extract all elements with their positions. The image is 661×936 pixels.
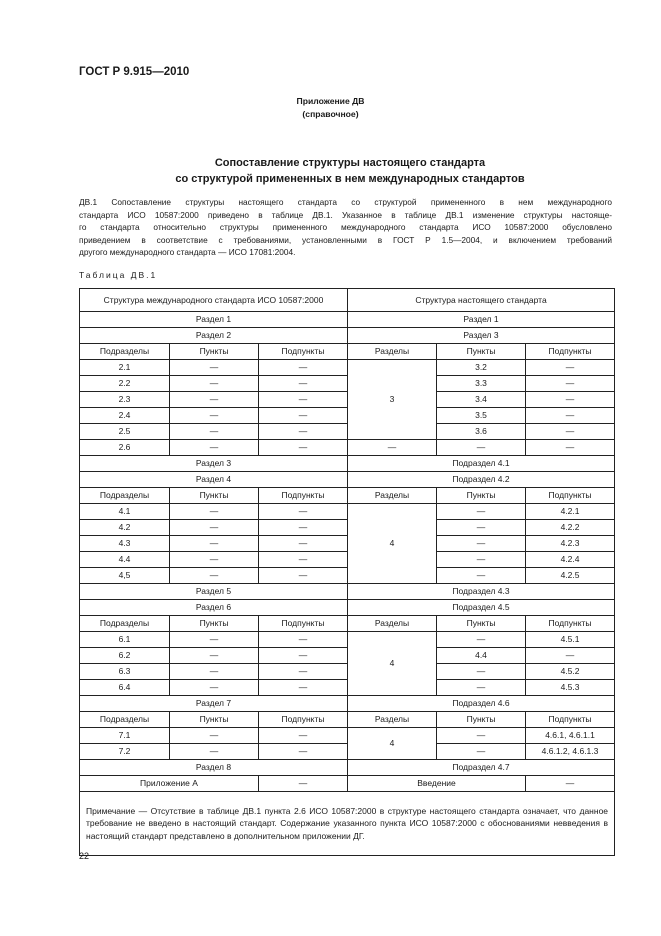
intro-line: ДВ.1 Сопоставление структуры настоящего стандарта со структурой примененного в нем международного — [79, 197, 612, 207]
cell: — — [259, 536, 348, 552]
cell: — — [526, 776, 615, 792]
section-right: Подраздел 4.1 — [348, 456, 615, 472]
intro-paragraph — [79, 196, 612, 259]
cell: — — [170, 376, 259, 392]
cell: 6.1 — [80, 632, 170, 648]
column-header-row — [80, 712, 615, 728]
cell: — — [170, 664, 259, 680]
col-header: Подпункты — [526, 712, 615, 728]
intro-line: стандарта ИСО 10587:2000 приведено в таблице ДВ.1. Указанное в таблице ДВ.1 изменение структуры настояще- — [79, 209, 612, 220]
header-right: Структура настоящего стандарта — [348, 289, 615, 312]
cell: — — [259, 504, 348, 520]
table-row — [80, 440, 615, 456]
cell: — — [526, 648, 615, 664]
column-header-row — [80, 344, 615, 360]
cell: 4.2.1 — [526, 504, 615, 520]
cell: 2.5 — [80, 424, 170, 440]
cell: 4.3 — [80, 536, 170, 552]
intro-line: го стандарта относительно структуры примененного международного стандарта ИСО 10587:2000 обусловлено — [79, 222, 612, 232]
cell: 3.3 — [437, 376, 526, 392]
annex-left: Приложение А — [80, 776, 259, 792]
cell: — — [437, 680, 526, 696]
heading-line1: Сопоставление структуры настоящего стандарта — [214, 157, 486, 169]
col-header: Подпункты — [259, 712, 348, 728]
table-row — [80, 392, 615, 408]
cell: — — [170, 728, 259, 744]
document-header: ГОСТ Р 9.915—2010 — [79, 66, 190, 78]
col-header: Подпункты — [259, 616, 348, 632]
cell: — — [437, 504, 526, 520]
cell: — — [437, 664, 526, 680]
cell: — — [170, 744, 259, 760]
page-number: 22 — [79, 851, 90, 861]
cell: — — [437, 568, 526, 584]
col-header: Подразделы — [80, 712, 170, 728]
col-header: Подпункты — [526, 616, 615, 632]
structure-comparison-table — [79, 288, 615, 856]
cell: — — [437, 520, 526, 536]
cell: 2.6 — [80, 440, 170, 456]
cell: 2.4 — [80, 408, 170, 424]
cell: 2.2 — [80, 376, 170, 392]
cell: — — [526, 392, 615, 408]
annex-right: Введение — [348, 776, 526, 792]
cell: 7.2 — [80, 744, 170, 760]
cell: — — [437, 552, 526, 568]
table-row — [80, 312, 615, 328]
merged-section-cell: 3 — [348, 360, 437, 440]
cell: — — [259, 392, 348, 408]
cell: — — [170, 360, 259, 376]
intro-line: другого международного стандарта — ИСО 17081:2004. — [79, 247, 296, 257]
table-row — [80, 664, 615, 680]
cell: 4.6.1.2, 4.6.1.3 — [526, 744, 615, 760]
table-row — [80, 536, 615, 552]
section-left: Раздел 1 — [80, 312, 348, 328]
cell: — — [170, 408, 259, 424]
cell: — — [170, 632, 259, 648]
col-header: Подразделы — [80, 344, 170, 360]
section-right: Подраздел 4.6 — [348, 696, 615, 712]
cell: 3.4 — [437, 392, 526, 408]
col-header: Разделы — [348, 488, 437, 504]
col-header: Разделы — [348, 616, 437, 632]
appendix-title: Приложение ДВ — [296, 96, 365, 106]
col-header: Пункты — [437, 712, 526, 728]
cell: — — [526, 440, 615, 456]
cell: 4.5.3 — [526, 680, 615, 696]
table-row — [80, 360, 615, 376]
cell: — — [259, 632, 348, 648]
cell: 6.4 — [80, 680, 170, 696]
col-header: Подразделы — [80, 616, 170, 632]
cell: — — [170, 424, 259, 440]
heading-line2: со структурой примененных в нем международных стандартов — [175, 173, 525, 185]
col-header: Подпункты — [526, 488, 615, 504]
section-left: Раздел 7 — [80, 696, 348, 712]
col-header: Пункты — [170, 712, 259, 728]
table-row — [80, 648, 615, 664]
cell: — — [259, 648, 348, 664]
merged-section-cell: 4 — [348, 728, 437, 760]
cell: 3.2 — [437, 360, 526, 376]
col-header: Пункты — [437, 488, 526, 504]
table-row — [80, 744, 615, 760]
cell: — — [526, 376, 615, 392]
col-header: Подпункты — [259, 488, 348, 504]
cell: — — [170, 536, 259, 552]
section-left: Раздел 2 — [80, 328, 348, 344]
cell: — — [259, 568, 348, 584]
cell: — — [259, 744, 348, 760]
cell: — — [259, 552, 348, 568]
cell: — — [259, 728, 348, 744]
table-row — [80, 376, 615, 392]
cell: — — [259, 776, 348, 792]
cell: — — [170, 648, 259, 664]
table-row — [80, 584, 615, 600]
cell: 3.6 — [437, 424, 526, 440]
col-header: Пункты — [170, 616, 259, 632]
cell: 4.4 — [437, 648, 526, 664]
cell: — — [526, 360, 615, 376]
section-right: Раздел 1 — [348, 312, 615, 328]
cell: 4.2.5 — [526, 568, 615, 584]
section-left: Раздел 5 — [80, 584, 348, 600]
cell: 4.4 — [80, 552, 170, 568]
table-caption: Таблица ДВ.1 — [79, 270, 158, 280]
cell: 4.2.2 — [526, 520, 615, 536]
table-row — [80, 760, 615, 776]
col-header: Пункты — [170, 488, 259, 504]
table-row — [80, 328, 615, 344]
cell: — — [348, 440, 437, 456]
cell: — — [259, 520, 348, 536]
merged-section-cell: 4 — [348, 632, 437, 696]
table-row — [80, 600, 615, 616]
cell: — — [170, 392, 259, 408]
cell: — — [259, 680, 348, 696]
section-right: Подраздел 4.3 — [348, 584, 615, 600]
cell: 6.3 — [80, 664, 170, 680]
cell: — — [170, 568, 259, 584]
cell: 2.3 — [80, 392, 170, 408]
cell: — — [259, 664, 348, 680]
table-row — [80, 680, 615, 696]
cell: — — [259, 408, 348, 424]
section-left: Раздел 3 — [80, 456, 348, 472]
col-header: Подпункты — [259, 344, 348, 360]
cell: — — [170, 504, 259, 520]
table-row — [80, 728, 615, 744]
cell: — — [259, 376, 348, 392]
table-row — [80, 776, 615, 792]
col-header: Пункты — [170, 344, 259, 360]
table-header-row — [80, 289, 615, 312]
section-right: Подраздел 4.5 — [348, 600, 615, 616]
cell: 4.6.1, 4.6.1.1 — [526, 728, 615, 744]
cell: — — [437, 440, 526, 456]
col-header: Пункты — [437, 616, 526, 632]
column-header-row — [80, 488, 615, 504]
section-right: Раздел 3 — [348, 328, 615, 344]
col-header: Подпункты — [526, 344, 615, 360]
cell: — — [526, 408, 615, 424]
cell: — — [437, 536, 526, 552]
cell: — — [170, 680, 259, 696]
section-right: Подраздел 4.2 — [348, 472, 615, 488]
appendix-subtitle: (справочное) — [302, 109, 359, 119]
table-row — [80, 424, 615, 440]
cell: 4.5.2 — [526, 664, 615, 680]
cell: 4.2.3 — [526, 536, 615, 552]
cell: — — [170, 552, 259, 568]
note-row — [80, 792, 615, 856]
cell: 3.5 — [437, 408, 526, 424]
column-header-row — [80, 616, 615, 632]
cell: 4.2.4 — [526, 552, 615, 568]
col-header: Разделы — [348, 344, 437, 360]
section-right: Подраздел 4.7 — [348, 760, 615, 776]
cell: 6.2 — [80, 648, 170, 664]
cell: 4.2 — [80, 520, 170, 536]
col-header: Пункты — [437, 344, 526, 360]
table-row — [80, 568, 615, 584]
cell: — — [437, 744, 526, 760]
section-left: Раздел 6 — [80, 600, 348, 616]
cell: — — [437, 632, 526, 648]
cell: 4.1 — [80, 504, 170, 520]
table-row — [80, 696, 615, 712]
cell: 4.5.1 — [526, 632, 615, 648]
cell: — — [170, 440, 259, 456]
header-left: Структура международного стандарта ИСО 10587:2000 — [80, 289, 348, 312]
cell: — — [259, 360, 348, 376]
intro-line: приведением в соответствие с требованиями, установленными в ГОСТ Р 1.5—2004, и включением требований — [79, 234, 612, 245]
cell: — — [526, 424, 615, 440]
merged-section-cell: 4 — [348, 504, 437, 584]
section-left: Раздел 4 — [80, 472, 348, 488]
table-row — [80, 504, 615, 520]
table-row — [80, 472, 615, 488]
table-note: Примечание — Отсутствие в таблице ДВ.1 пункта 2.6 ИСО 10587:2000 в структуре настоящего стандарта означает, что данное требование не введено в настоящий стандарт. Содержание указанного пункта ИСО 10587:2000 с обоснованиями невведения в настоящий стандарт представлено в дополнительном приложении ДГ. — [80, 792, 615, 856]
table-row — [80, 520, 615, 536]
cell: 2.1 — [80, 360, 170, 376]
col-header: Подразделы — [80, 488, 170, 504]
table-row — [80, 552, 615, 568]
table-row — [80, 456, 615, 472]
table-row — [80, 408, 615, 424]
section-left: Раздел 8 — [80, 760, 348, 776]
cell: — — [437, 728, 526, 744]
cell: — — [259, 440, 348, 456]
cell: — — [170, 520, 259, 536]
cell: 4,5 — [80, 568, 170, 584]
cell: 7.1 — [80, 728, 170, 744]
table-row — [80, 632, 615, 648]
col-header: Разделы — [348, 712, 437, 728]
cell: — — [259, 424, 348, 440]
